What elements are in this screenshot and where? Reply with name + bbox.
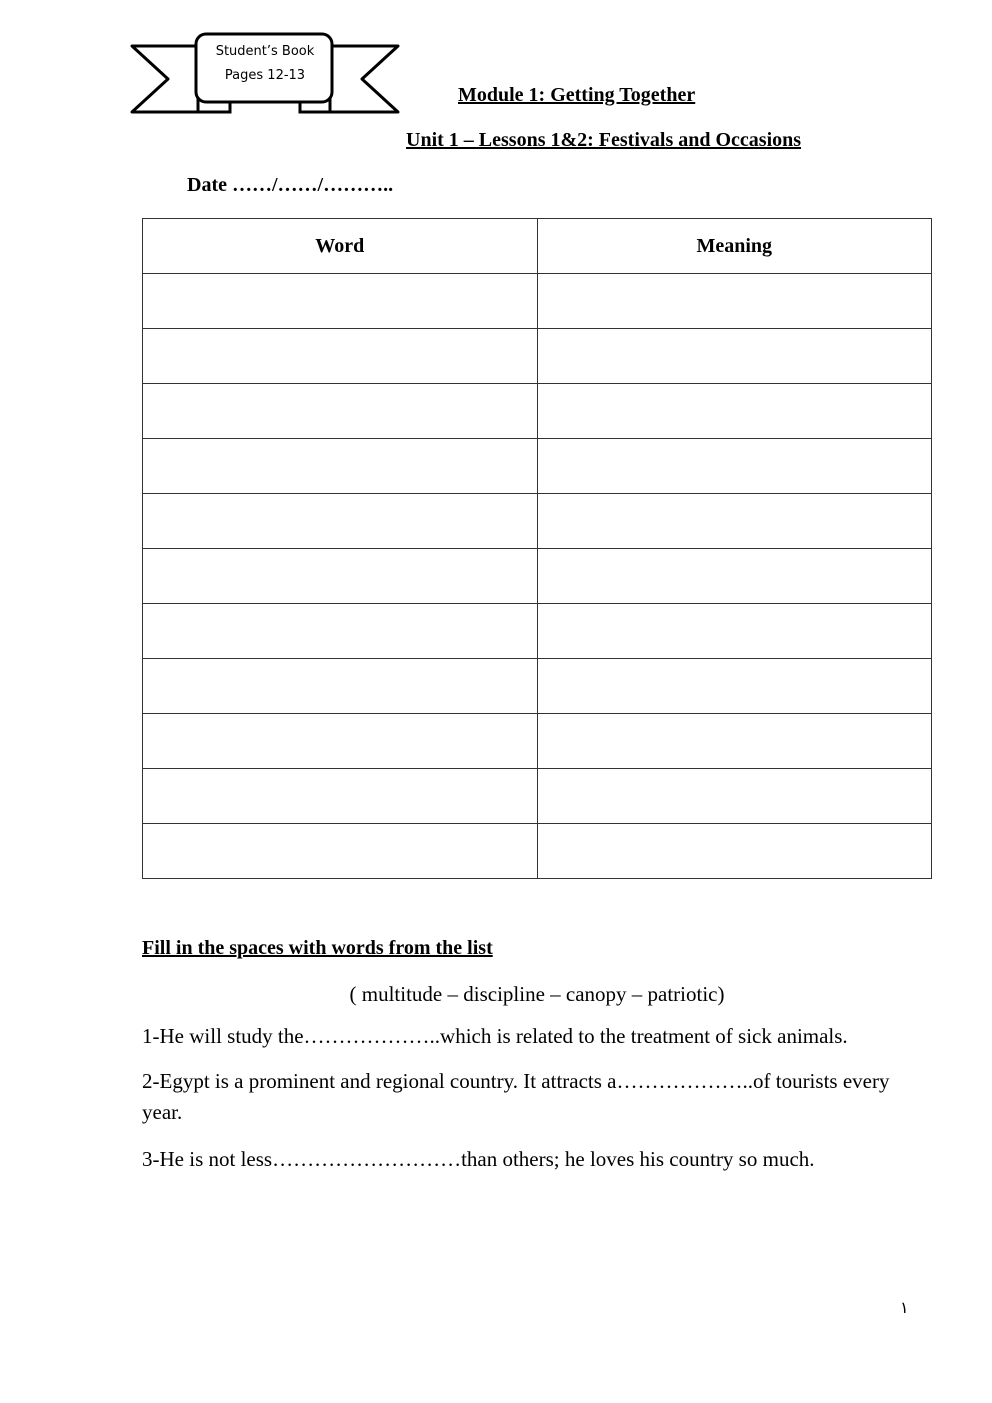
table-row bbox=[143, 384, 932, 439]
word-cell bbox=[143, 769, 538, 824]
table-row bbox=[143, 714, 932, 769]
unit-title: Unit 1 – Lessons 1&2: Festivals and Occasions bbox=[406, 129, 802, 151]
table-row bbox=[143, 274, 932, 329]
book-pages-banner bbox=[130, 32, 400, 116]
exercise-title: Fill in the spaces with words from the list bbox=[142, 937, 493, 959]
meaning-cell bbox=[537, 274, 932, 329]
meaning-cell bbox=[537, 494, 932, 549]
banner-line-1: Student’s Book bbox=[215, 44, 315, 59]
word-list: ( multitude – discipline – canopy – patriotic) bbox=[349, 982, 725, 1006]
meaning-cell bbox=[537, 439, 932, 494]
word-cell bbox=[143, 494, 538, 549]
page-number: ١ bbox=[900, 1298, 909, 1317]
date-field: Date ……/……/……….. bbox=[187, 174, 394, 196]
sentence-1: 1-He will study the………………..which is related to the treatment of sick animals. bbox=[142, 1024, 848, 1048]
table-row bbox=[143, 494, 932, 549]
table-header-row bbox=[143, 219, 932, 274]
word-cell bbox=[143, 549, 538, 604]
meaning-cell bbox=[537, 824, 932, 879]
meaning-cell bbox=[537, 384, 932, 439]
table-row bbox=[143, 329, 932, 384]
meaning-cell bbox=[537, 604, 932, 659]
meaning-cell bbox=[537, 549, 932, 604]
sentence-2: 2-Egypt is a prominent and regional country. It attracts a………………..of tourists every year. bbox=[142, 1069, 890, 1124]
word-cell bbox=[143, 329, 538, 384]
word-cell bbox=[143, 439, 538, 494]
table-row bbox=[143, 549, 932, 604]
meaning-cell bbox=[537, 659, 932, 714]
table-row bbox=[143, 659, 932, 714]
table-row bbox=[143, 824, 932, 879]
word-cell bbox=[143, 274, 538, 329]
vocabulary-table bbox=[142, 218, 932, 879]
table-row bbox=[143, 439, 932, 494]
word-cell bbox=[143, 659, 538, 714]
column-header-meaning: Meaning bbox=[537, 219, 932, 274]
meaning-cell bbox=[537, 714, 932, 769]
word-cell bbox=[143, 384, 538, 439]
table-row bbox=[143, 769, 932, 824]
column-header-word: Word bbox=[143, 219, 538, 274]
banner-line-2: Pages 12-13 bbox=[224, 68, 306, 83]
sentence-3: 3-He is not less………………………than others; he loves his country so much. bbox=[142, 1147, 815, 1171]
meaning-cell bbox=[537, 769, 932, 824]
table-row bbox=[143, 604, 932, 659]
word-cell bbox=[143, 824, 538, 879]
word-cell bbox=[143, 714, 538, 769]
word-cell bbox=[143, 604, 538, 659]
module-title: Module 1: Getting Together bbox=[458, 84, 696, 106]
meaning-cell bbox=[537, 329, 932, 384]
